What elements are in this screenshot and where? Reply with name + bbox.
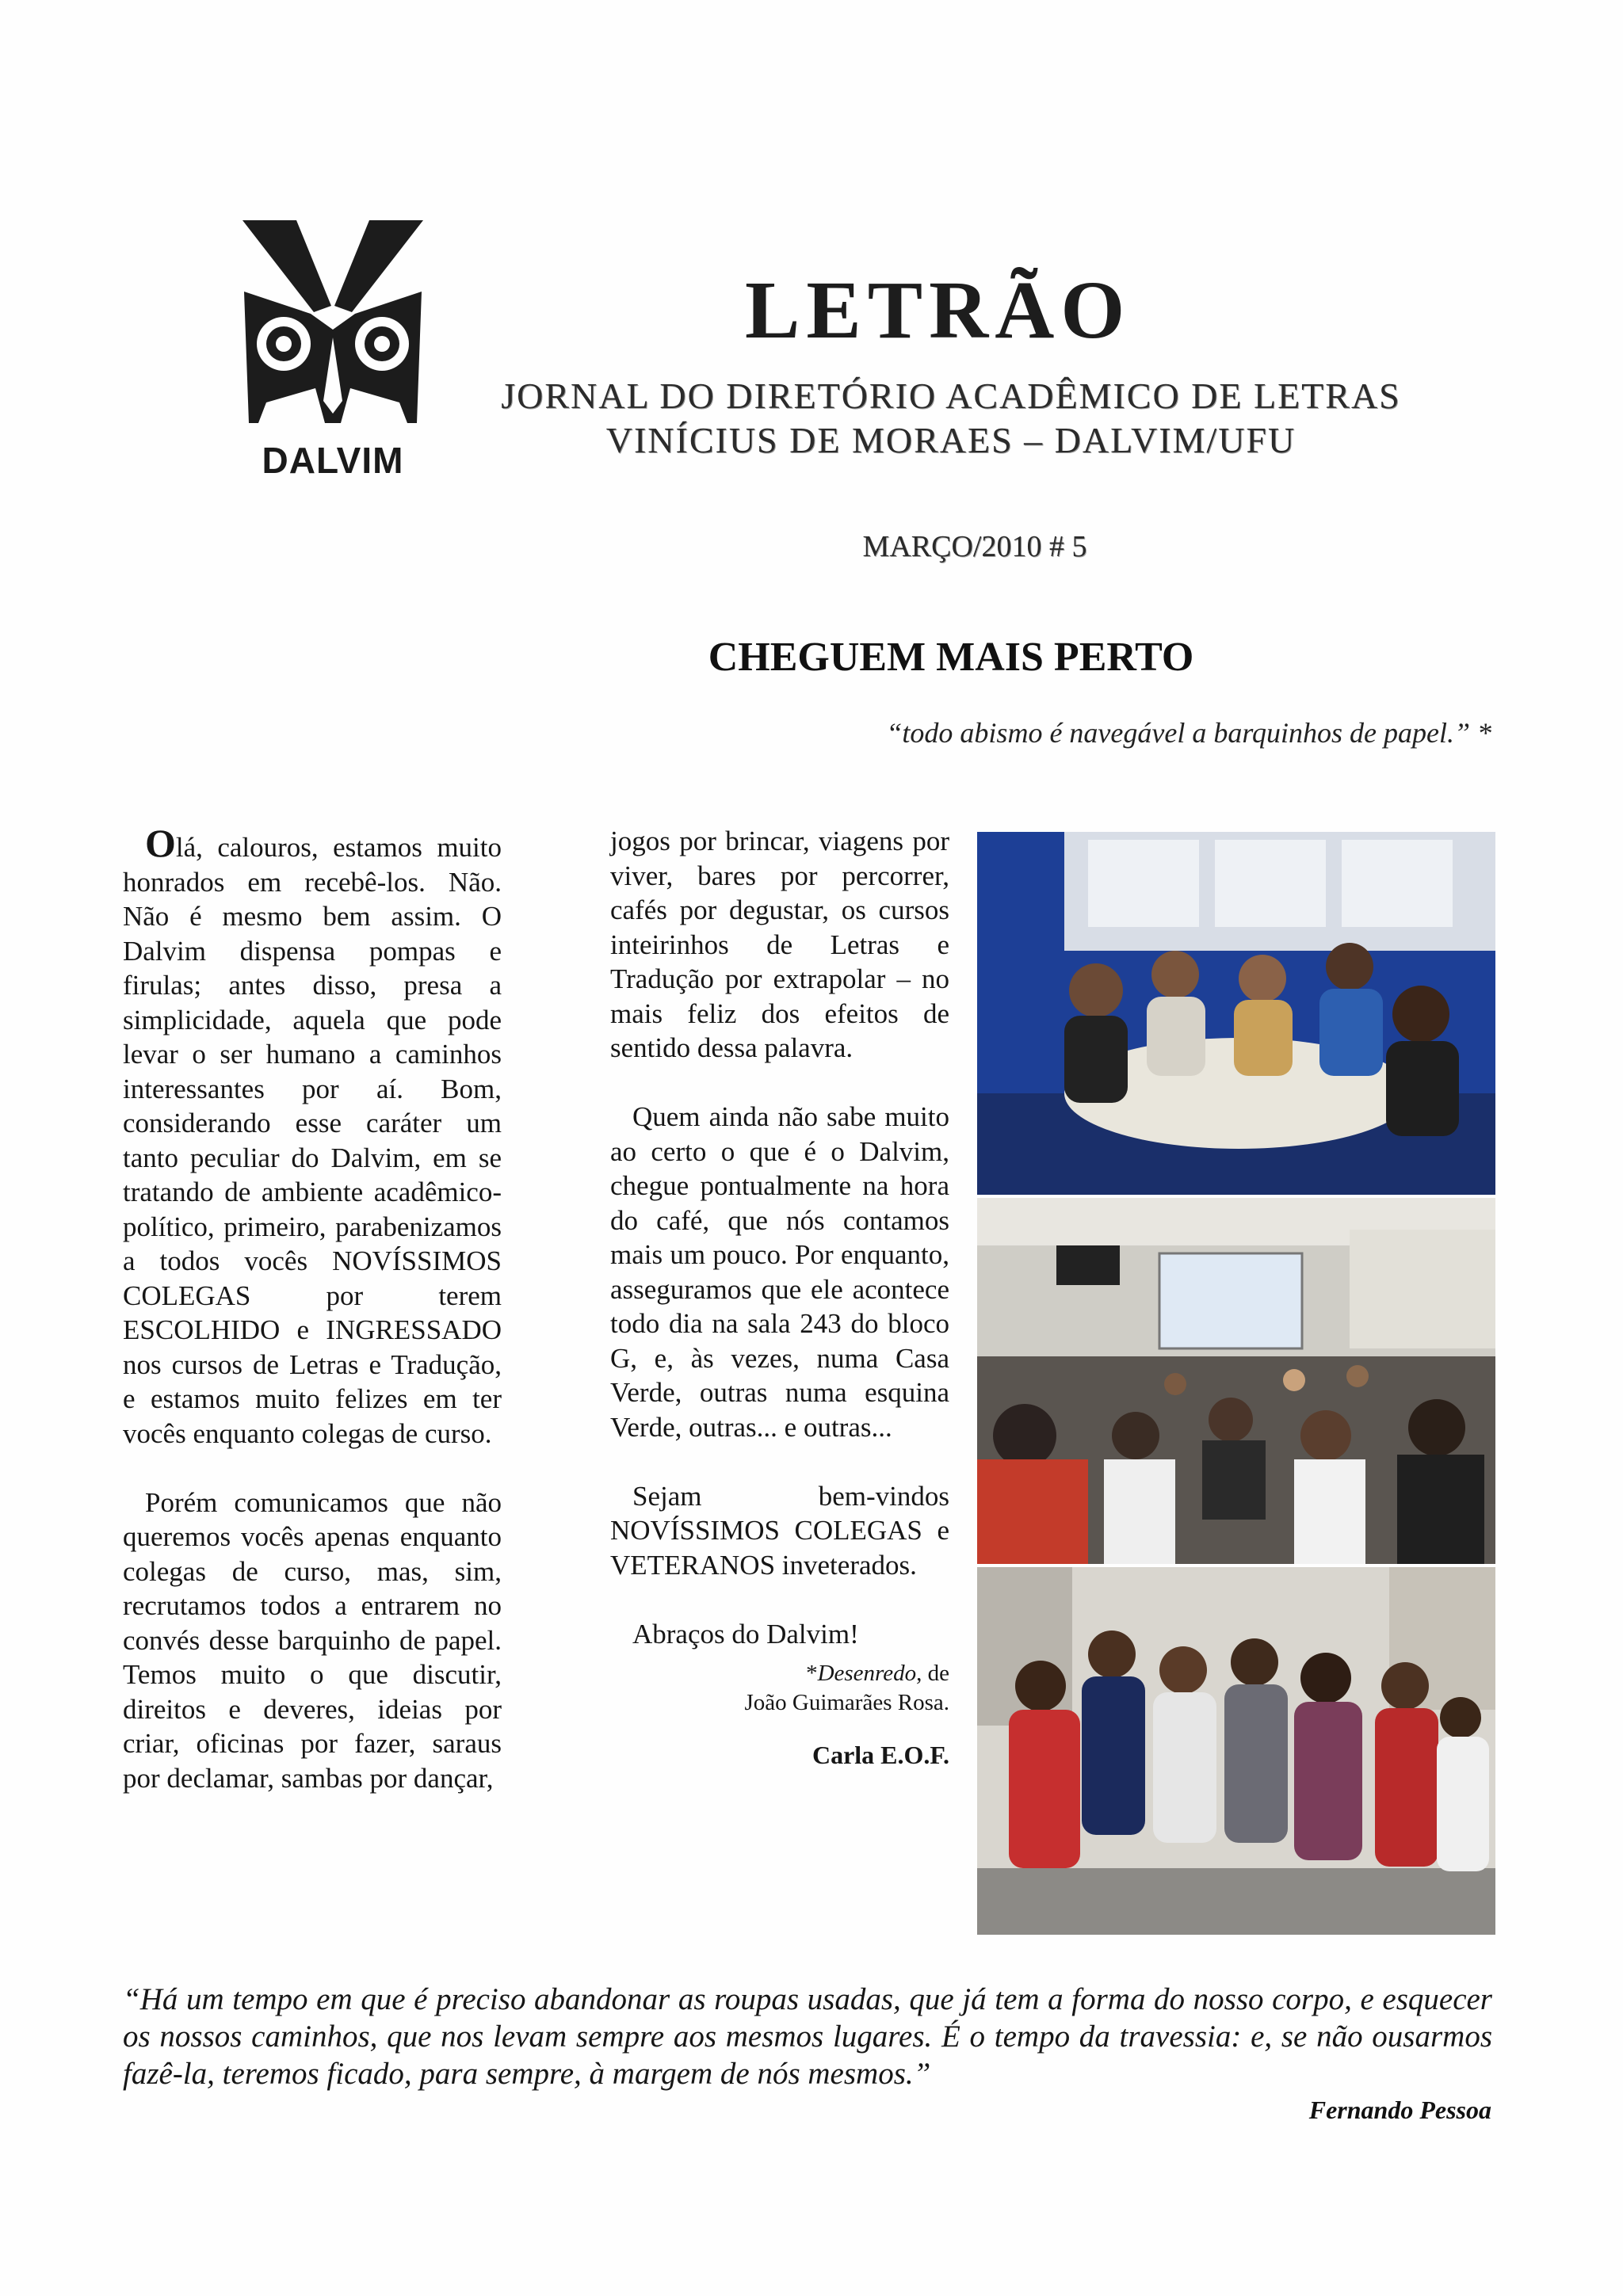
logo-wordmark: DALVIM [262, 440, 404, 481]
footnote-title: Desenredo [817, 1661, 917, 1686]
paragraph: Porém comunicamos que não queremos vocês apenas enquanto colegas de curso, mas, sim, recrutamos todos a entrarem no convés desse barquinho de papel. Temos muito o que discutir, direitos e deveres, ideias por criar, oficinas por fazer, saraus por declamar, sambas por dançar, [123, 1486, 502, 1794]
article-headline: CHEGUEM MAIS PERTO [708, 635, 1194, 680]
footnote [610, 1659, 949, 1718]
issue-date: MARÇO/2010 # 5 [862, 530, 1087, 563]
paragraph: Sejam bem-vindos NOVÍSSIMOS COLEGAS e VETERANOS inveterados. [610, 1480, 949, 1581]
closing-line: Abraços do Dalvim! [632, 1618, 859, 1650]
photo-students-at-table [977, 832, 1495, 1195]
paragraph [123, 821, 502, 1451]
paragraph: Quem ainda não sabe muito ao certo o que é o Dalvim, chegue pontualmente na hora do café, que nós contamos mais um pouco. Por enquanto, asseguramos que ele acontece todo dia na sala 243 do bloco G, e, às vezes, numa Casa Verde, outras numa esquina Verde, outras... e outras... [610, 1101, 949, 1443]
dalvim-mask-icon [238, 219, 428, 433]
article-epigraph: “todo abismo é navegável a barquinhos de papel.” * [886, 717, 1491, 749]
quote-author: Fernando Pessoa [1308, 2096, 1491, 2124]
photo-classroom-meeting [977, 1198, 1495, 1564]
paragraph: jogos por brincar, viagens por viver, bares por percorrer, cafés por degustar, os cursos inteirinhos de Letras e Tradução por extrapolar – no mais feliz dos efeitos de sentido dessa palavra. [610, 826, 949, 1063]
subtitle-line-2: VINÍCIUS DE MORAES – DALVIM/UFU [605, 420, 1296, 460]
dalvim-logo [238, 219, 428, 488]
newspaper-title: LETRÃO [745, 265, 1132, 356]
article-column-2 [610, 824, 949, 1773]
photo-group-outdoors [977, 1567, 1495, 1935]
closing-quote: “Há um tempo em que é preciso abandonar as roupas usadas, que já tem a forma do nosso corpo, e esquecer os nossos caminhos, que nos levam sempre aos mesmos lugares. É o tempo da travessia: e, se não ousarmos fazê-la, teremos ficado, para sempre, à margem de nós mesmos.” [123, 1982, 1492, 2091]
article-signature: Carla E.O.F. [812, 1741, 949, 1769]
paragraph-text: lá, calouros, estamos muito honrados em recebê-los. Não. Não é mesmo bem assim. O Dalvim dispensa pompas e firulas; antes disso, presa a simplicidade, aquela que pode levar o ser humano a caminhos interessantes por aí. Bom, considerando esse caráter um tanto peculiar do Dalvim, em se tratando de ambiente acadêmico-político, primeiro, parabenizamos a todos vocês NOVÍSSIMOS COLEGAS por terem ESCOLHIDO e INGRESSADO nos cursos de Letras e Tradução, e estamos muito felizes em ter vocês enquanto colegas de curso. [123, 832, 502, 1449]
subtitle-line-1: JORNAL DO DIRETÓRIO ACADÊMICO DE LETRAS [501, 376, 1401, 416]
footnote-author: João Guimarães Rosa. [744, 1690, 949, 1715]
drop-cap: O [145, 821, 176, 865]
footnote-rest: , de [916, 1661, 949, 1686]
newspaper-subtitle [444, 374, 1458, 463]
article-column-1 [123, 821, 502, 1830]
footnote-mark: * [806, 1661, 818, 1686]
